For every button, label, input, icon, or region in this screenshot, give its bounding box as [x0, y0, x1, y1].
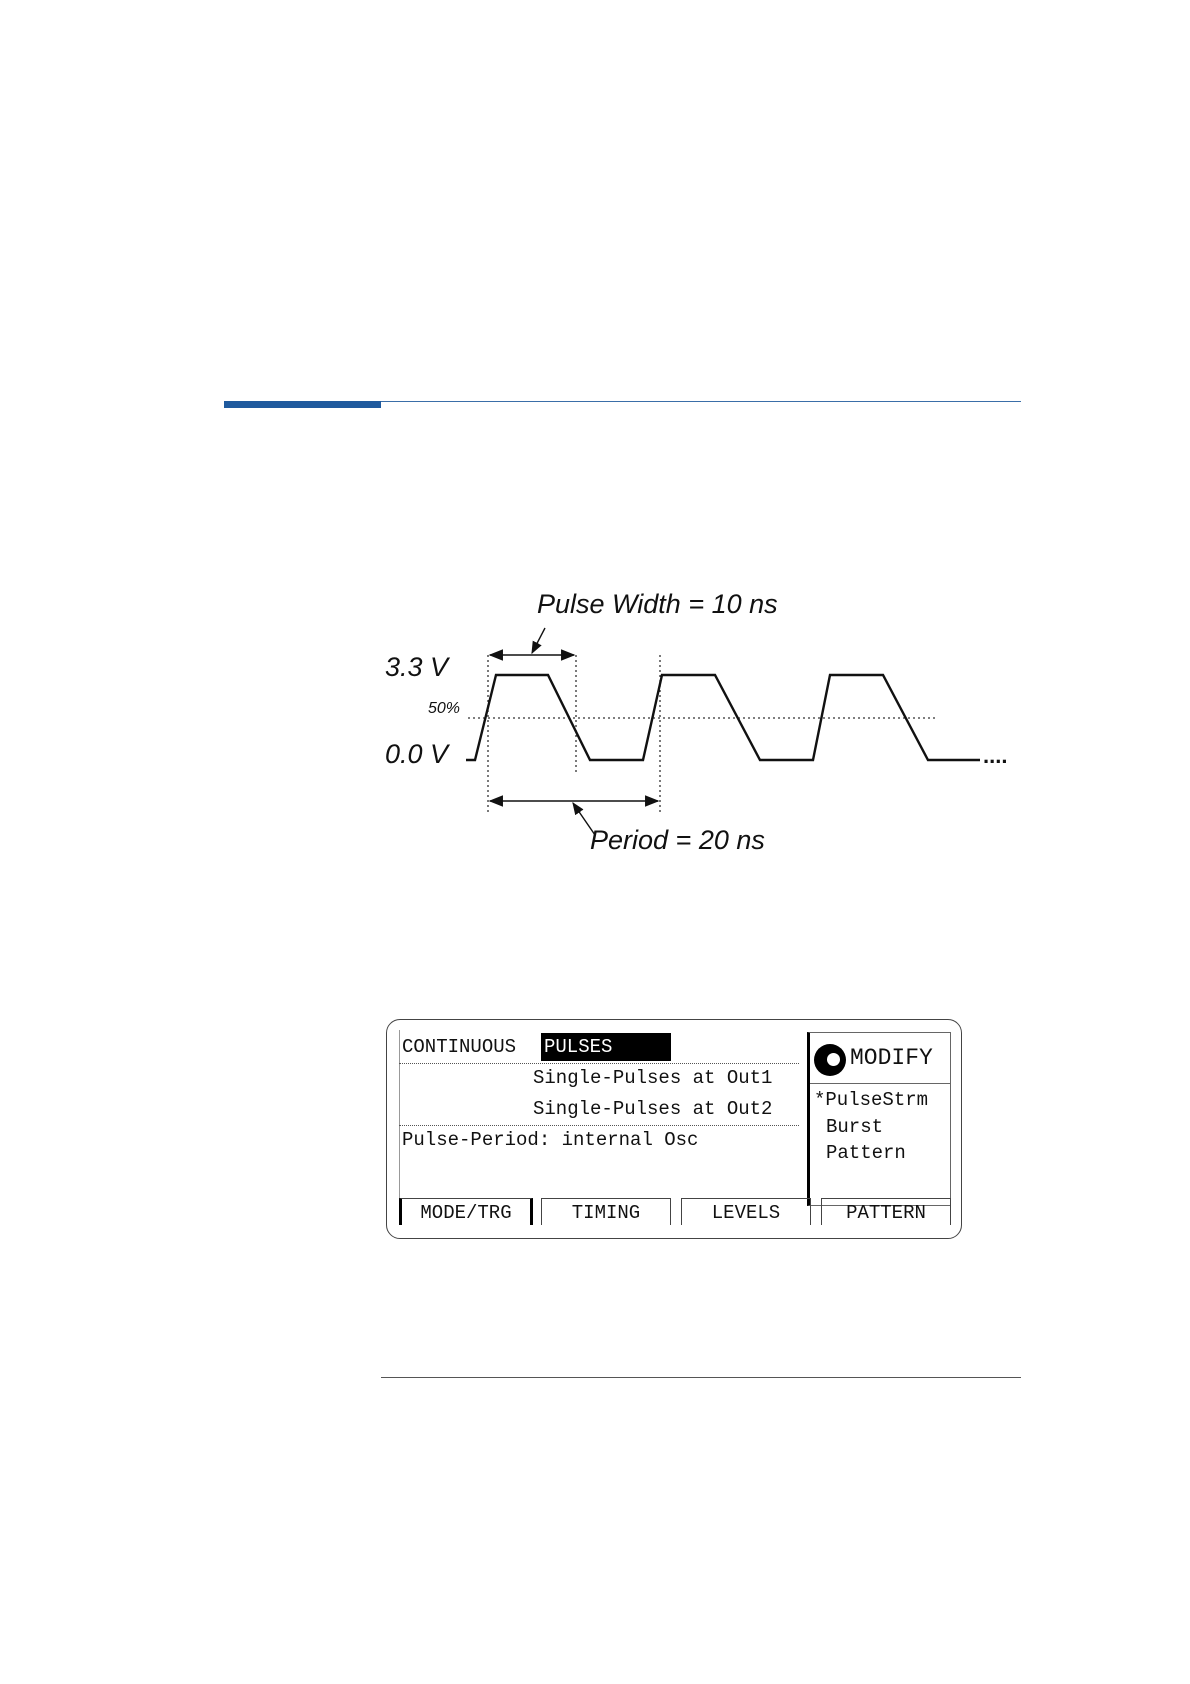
modify-panel	[807, 1032, 951, 1206]
threshold-label: 50%	[428, 700, 461, 717]
modify-title: MODIFY	[850, 1045, 933, 1071]
pulse-waveform-diagram	[380, 585, 1030, 875]
softkey-label: TIMING	[571, 1202, 641, 1224]
option-single-pulses-out2[interactable]: Single-Pulses at Out2	[533, 1098, 773, 1120]
softkey-label: MODE/TRG	[420, 1202, 512, 1224]
side-option-burst[interactable]: Burst	[826, 1116, 884, 1138]
softkey-mode-trg[interactable]	[399, 1198, 533, 1225]
option-single-pulses-out1[interactable]: Single-Pulses at Out1	[533, 1067, 773, 1089]
pulse-width-pointer	[532, 628, 545, 653]
softkey-label: LEVELS	[711, 1202, 781, 1224]
pulse-width-label: Pulse Width = 10 ns	[537, 589, 778, 619]
knob-icon	[814, 1044, 846, 1076]
softkey-label: PATTERN	[846, 1202, 926, 1224]
header-rule-accent	[224, 401, 381, 408]
side-option-pattern[interactable]: Pattern	[826, 1142, 906, 1164]
side-option-pulsestrm[interactable]: *PulseStrm	[814, 1089, 929, 1111]
period-label: Period = 20 ns	[590, 825, 765, 855]
softkey-timing[interactable]	[541, 1198, 671, 1225]
instrument-display	[386, 1019, 962, 1239]
pulse-period-line: Pulse-Period: internal Osc	[402, 1129, 699, 1151]
divider	[399, 1063, 799, 1064]
selected-option-pulses[interactable]: PULSES	[541, 1033, 671, 1061]
divider	[399, 1125, 799, 1126]
footer-rule	[381, 1377, 1021, 1378]
high-level-label: 3.3 V	[385, 652, 449, 682]
mode-label: CONTINUOUS	[402, 1036, 517, 1058]
softkey-pattern[interactable]	[821, 1198, 951, 1225]
softkey-levels[interactable]	[681, 1198, 811, 1225]
low-level-label: 0.0 V	[385, 739, 449, 769]
continuation-dots: ....	[983, 743, 1008, 768]
